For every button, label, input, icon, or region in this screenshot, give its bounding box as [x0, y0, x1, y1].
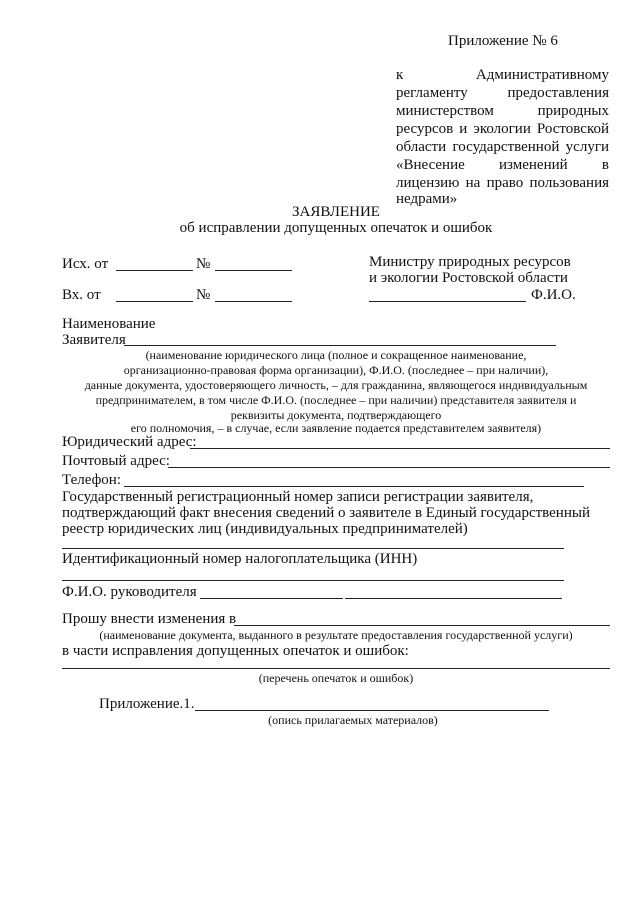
- regulation-line-6: «Внесение изменений в: [396, 157, 609, 173]
- applicant-hint-2: организационно-правовая форма организации), Ф.И.О. (последнее – при наличии),: [123, 363, 549, 377]
- regulation-line-5: области государственной услуги: [396, 139, 609, 155]
- legal-address-field[interactable]: [190, 448, 610, 449]
- applicant-hint-5: реквизиты документа, подтверждающего: [230, 408, 442, 422]
- reg-number-field[interactable]: [62, 548, 564, 549]
- applicant-hint-6: его полномочия, – в случае, если заявление подается представителем заявителя): [130, 421, 542, 435]
- applicant-hint-1: (наименование юридического лица (полное и сокращенное наименование,: [145, 348, 527, 362]
- applicant-label: Заявителя: [62, 332, 126, 348]
- postal-address-label: Почтовый адрес:: [62, 453, 170, 469]
- regulation-line-8: недрами»: [396, 191, 458, 207]
- head-fio-label: Ф.И.О. руководителя: [62, 584, 197, 600]
- phone-field[interactable]: [124, 486, 584, 487]
- outgoing-number-field[interactable]: [215, 270, 292, 271]
- document-title: ЗАЯВЛЕНИЕ: [292, 204, 380, 220]
- recipient-line-2: и экологии Ростовской области: [369, 270, 568, 286]
- applicant-hint-4: предпринимателем, в том числе Ф.И.О. (последнее – при наличии) представителя заявителя и: [95, 393, 577, 407]
- applicant-hint-3: данные документа, удостоверяющего личность, – для гражданина, являющегося индивидуальным: [84, 378, 588, 392]
- phone-label: Телефон:: [62, 472, 121, 488]
- reg-number-line-2: подтверждающий факт внесения сведений о заявителе в Единый государственный: [62, 505, 590, 521]
- incoming-date-field[interactable]: [116, 301, 193, 302]
- request-label: Прошу внести изменения в: [62, 611, 237, 627]
- request-document-field[interactable]: [234, 625, 610, 626]
- incoming-number-field[interactable]: [215, 301, 292, 302]
- incoming-number-sign: №: [196, 287, 211, 303]
- legal-address-label: Юридический адрес:: [62, 434, 197, 450]
- postal-address-field[interactable]: [168, 467, 610, 468]
- incoming-label: Вх. от: [62, 287, 101, 303]
- regulation-line-1: к Административному: [396, 67, 609, 83]
- request-document-hint: (наименование документа, выданного в результате предоставления государственной услуги): [99, 628, 573, 642]
- attachment-field[interactable]: [195, 710, 549, 711]
- errors-list-field[interactable]: [62, 668, 610, 669]
- attachment-label: Приложение.1.: [99, 696, 195, 712]
- appendix-number: Приложение № 6: [448, 33, 558, 49]
- regulation-line-7: лицензию на право пользования: [396, 175, 609, 191]
- outgoing-date-field[interactable]: [116, 270, 193, 271]
- document-subtitle: об исправлении допущенных опечаток и ошибок: [179, 220, 493, 236]
- errors-list-hint: (перечень опечаток и ошибок): [258, 671, 414, 685]
- applicant-name-label: Наименование: [62, 316, 156, 332]
- reg-number-line-1: Государственный регистрационный номер записи регистрации заявителя,: [62, 489, 534, 505]
- attachment-hint: (опись прилагаемых материалов): [268, 713, 438, 727]
- regulation-line-4: ресурсов и экологии Ростовской: [396, 121, 609, 137]
- outgoing-label: Исх. от: [62, 256, 109, 272]
- reg-number-line-3: реестр юридических лиц (индивидуальных предпринимателей): [62, 521, 468, 537]
- inn-field[interactable]: [62, 580, 564, 581]
- inn-label: Идентификационный номер налогоплательщика (ИНН): [62, 551, 418, 567]
- request-part-label: в части исправления допущенных опечаток и ошибок:: [62, 643, 409, 659]
- outgoing-number-sign: №: [196, 256, 211, 272]
- recipient-line-1: Министру природных ресурсов: [369, 254, 571, 270]
- head-position-field[interactable]: [200, 598, 343, 599]
- recipient-fio-label: Ф.И.О.: [531, 287, 576, 303]
- regulation-line-3: министерством природных: [396, 103, 609, 119]
- head-fio-field[interactable]: [345, 598, 562, 599]
- recipient-fio-field[interactable]: [369, 301, 526, 302]
- regulation-line-2: регламенту предоставления: [396, 85, 609, 101]
- applicant-field[interactable]: [124, 345, 556, 346]
